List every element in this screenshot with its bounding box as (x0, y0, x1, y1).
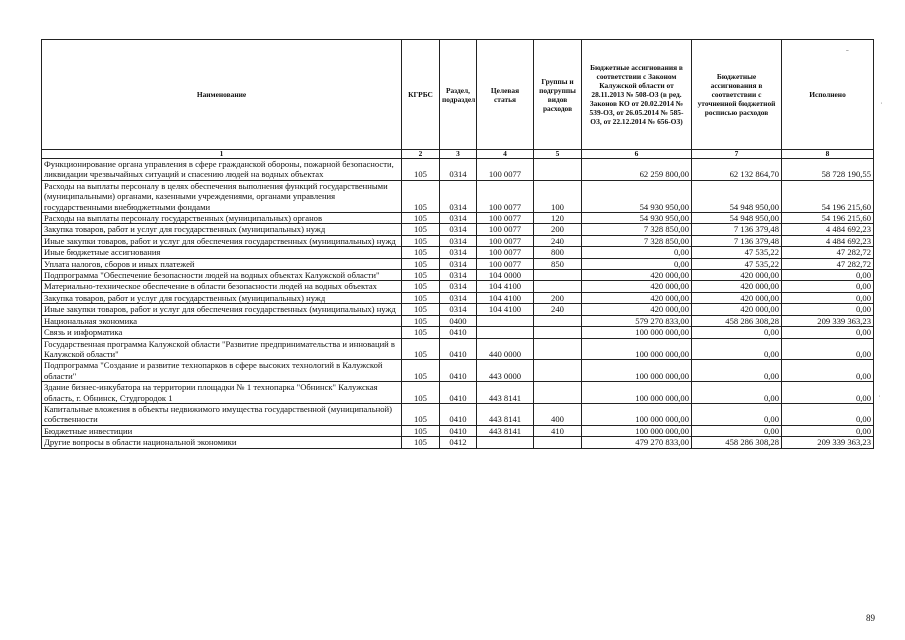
cell-name: Уплата налогов, сборов и иных платежей (42, 258, 402, 269)
cell-section: 0314 (440, 224, 477, 235)
column-number-row (42, 150, 874, 159)
header-group: Группы и подгруппы видов расходов (534, 40, 582, 150)
cell-executed: 0,00 (782, 403, 874, 425)
cell-group: 240 (534, 304, 582, 315)
header-budget: Бюджетные ассигнования в соответствии с Законом Калужской области от 28.11.2013 № 508-ОЗ (в ред. Законов КО от 20.02.2014 № 539-ОЗ, от 26.05.2014 № 585-ОЗ, от 22.12.2014 № 656-ОЗ) (582, 40, 692, 150)
table-row (42, 315, 874, 326)
cell-group: 850 (534, 258, 582, 269)
cell-budget: 579 270 833,00 (582, 315, 692, 326)
cell-refined: 62 132 864,70 (692, 159, 782, 181)
cell-target: 104 4100 (477, 292, 534, 303)
cell-group (534, 338, 582, 360)
scan-mark: ˙ (878, 394, 881, 403)
cell-name: Капитальные вложения в объекты недвижимого имущества государственной (муниципальной) собственности (42, 403, 402, 425)
table-row (42, 382, 874, 404)
cell-group: 800 (534, 247, 582, 258)
cell-budget: 420 000,00 (582, 292, 692, 303)
header-section: Раздел, подраздел (440, 40, 477, 150)
cell-refined: 0,00 (692, 360, 782, 382)
table-row (42, 437, 874, 448)
cell-executed: 0,00 (782, 292, 874, 303)
column-number: 2 (402, 150, 440, 159)
cell-name: Закупка товаров, работ и услуг для государственных (муниципальных) нужд (42, 224, 402, 235)
cell-executed: 0,00 (782, 382, 874, 404)
cell-executed: 0,00 (782, 338, 874, 360)
cell-target: 443 8141 (477, 382, 534, 404)
cell-executed: 0,00 (782, 360, 874, 382)
cell-budget: 7 328 850,00 (582, 224, 692, 235)
cell-budget: 479 270 833,00 (582, 437, 692, 448)
cell-kgrbs: 105 (402, 425, 440, 436)
cell-kgrbs: 105 (402, 224, 440, 235)
cell-executed: 209 339 363,23 (782, 315, 874, 326)
cell-target: 104 4100 (477, 281, 534, 292)
cell-section: 0410 (440, 360, 477, 382)
cell-kgrbs: 105 (402, 235, 440, 246)
cell-target (477, 315, 534, 326)
cell-budget: 54 930 950,00 (582, 213, 692, 224)
cell-name: Подпрограмма "Обеспечение безопасности людей на водных объектах Калужской области" (42, 270, 402, 281)
cell-section: 0314 (440, 159, 477, 181)
cell-group: 100 (534, 180, 582, 212)
cell-group (534, 281, 582, 292)
header-kgrbs: КГРБС (402, 40, 440, 150)
table-row (42, 403, 874, 425)
cell-group: 410 (534, 425, 582, 436)
cell-budget: 420 000,00 (582, 270, 692, 281)
header-row (42, 40, 874, 150)
table-row (42, 338, 874, 360)
cell-budget: 420 000,00 (582, 281, 692, 292)
cell-kgrbs: 105 (402, 213, 440, 224)
cell-budget: 100 000 000,00 (582, 425, 692, 436)
cell-target: 100 0077 (477, 224, 534, 235)
cell-kgrbs: 105 (402, 292, 440, 303)
cell-group (534, 382, 582, 404)
cell-target: 443 0000 (477, 360, 534, 382)
cell-name: Расходы на выплаты персоналу в целях обеспечения выполнения функций государственными (муниципальными) органами, казенными учреждениями, органами управления государственными внебюджетными фондами (42, 180, 402, 212)
cell-kgrbs: 105 (402, 304, 440, 315)
cell-section: 0314 (440, 213, 477, 224)
cell-target (477, 327, 534, 338)
cell-kgrbs: 105 (402, 403, 440, 425)
cell-kgrbs: 105 (402, 315, 440, 326)
header-refined: Бюджетные ассигнования в соответствии с уточненной бюджетной росписью расходов (692, 40, 782, 150)
cell-target: 100 0077 (477, 235, 534, 246)
cell-budget: 100 000 000,00 (582, 360, 692, 382)
cell-kgrbs: 105 (402, 382, 440, 404)
cell-refined: 458 286 308,28 (692, 315, 782, 326)
table-row (42, 180, 874, 212)
cell-section: 0314 (440, 258, 477, 269)
table-row (42, 425, 874, 436)
cell-refined: 54 948 950,00 (692, 180, 782, 212)
budget-table (41, 39, 874, 449)
cell-refined: 420 000,00 (692, 270, 782, 281)
cell-group (534, 327, 582, 338)
cell-kgrbs: 105 (402, 281, 440, 292)
cell-refined: 0,00 (692, 382, 782, 404)
cell-name: Иные закупки товаров, работ и услуг для обеспечения государственных (муниципальных) нужд (42, 235, 402, 246)
cell-name: Бюджетные инвестиции (42, 425, 402, 436)
cell-section: 0314 (440, 247, 477, 258)
cell-name: Здание бизнес-инкубатора на территории площадки № 1 технопарка "Обнинск" Калужская область, г. Обнинск, Студгородок 1 (42, 382, 402, 404)
cell-section: 0314 (440, 180, 477, 212)
cell-group: 400 (534, 403, 582, 425)
table-row (42, 327, 874, 338)
column-number: 5 (534, 150, 582, 159)
cell-executed: 54 196 215,60 (782, 213, 874, 224)
cell-section: 0410 (440, 425, 477, 436)
cell-budget: 420 000,00 (582, 304, 692, 315)
cell-name: Закупка товаров, работ и услуг для государственных (муниципальных) нужд (42, 292, 402, 303)
cell-target: 100 0077 (477, 247, 534, 258)
cell-section: 0314 (440, 270, 477, 281)
scan-mark: ˉ (846, 48, 849, 57)
cell-section: 0410 (440, 403, 477, 425)
cell-refined: 0,00 (692, 327, 782, 338)
table-row (42, 213, 874, 224)
cell-executed: 47 282,72 (782, 258, 874, 269)
cell-name: Материально-техническое обеспечение в области безопасности людей на водных объектах (42, 281, 402, 292)
cell-target: 100 0077 (477, 159, 534, 181)
cell-name: Государственная программа Калужской области "Развитие предпринимательства и инноваций в Калужской области" (42, 338, 402, 360)
cell-executed: 0,00 (782, 304, 874, 315)
cell-executed: 209 339 363,23 (782, 437, 874, 448)
cell-name: Функционирование органа управления в сфере гражданской обороны, пожарной безопасности, ликвидации чрезвычайных ситуаций и спасению людей на водных объектах (42, 159, 402, 181)
cell-group: 240 (534, 235, 582, 246)
cell-name: Национальная экономика (42, 315, 402, 326)
header-name: Наименование (42, 40, 402, 150)
table-body (42, 159, 874, 449)
table-row (42, 258, 874, 269)
cell-section: 0314 (440, 235, 477, 246)
cell-refined: 0,00 (692, 403, 782, 425)
table-row (42, 304, 874, 315)
table-row (42, 247, 874, 258)
cell-name: Расходы на выплаты персоналу государственных (муниципальных) органов (42, 213, 402, 224)
cell-group: 200 (534, 292, 582, 303)
page-number: 89 (866, 613, 875, 623)
cell-executed: 4 484 692,23 (782, 235, 874, 246)
cell-executed: 4 484 692,23 (782, 224, 874, 235)
cell-section: 0410 (440, 338, 477, 360)
cell-target: 104 0000 (477, 270, 534, 281)
cell-group (534, 437, 582, 448)
table-row (42, 360, 874, 382)
cell-target (477, 437, 534, 448)
cell-executed: 54 196 215,60 (782, 180, 874, 212)
cell-section: 0314 (440, 304, 477, 315)
cell-refined: 54 948 950,00 (692, 213, 782, 224)
header-target: Целевая статья (477, 40, 534, 150)
cell-group (534, 315, 582, 326)
budget-table-container (41, 39, 873, 449)
cell-executed: 0,00 (782, 425, 874, 436)
cell-executed: 0,00 (782, 270, 874, 281)
cell-kgrbs: 105 (402, 247, 440, 258)
cell-executed: 47 282,72 (782, 247, 874, 258)
cell-group: 120 (534, 213, 582, 224)
cell-group: 200 (534, 224, 582, 235)
cell-budget: 100 000 000,00 (582, 382, 692, 404)
cell-name: Иные бюджетные ассигнования (42, 247, 402, 258)
cell-target: 443 8141 (477, 425, 534, 436)
cell-target: 440 0000 (477, 338, 534, 360)
column-number: 4 (477, 150, 534, 159)
cell-name: Другие вопросы в области национальной экономики (42, 437, 402, 448)
cell-name: Подпрограмма "Создание и развитие технопарков в сфере высоких технологий в Калужской области" (42, 360, 402, 382)
cell-refined: 7 136 379,48 (692, 224, 782, 235)
cell-refined: 458 286 308,28 (692, 437, 782, 448)
cell-kgrbs: 105 (402, 327, 440, 338)
column-number: 8 (782, 150, 874, 159)
column-number: 6 (582, 150, 692, 159)
cell-kgrbs: 105 (402, 270, 440, 281)
cell-section: 0410 (440, 327, 477, 338)
cell-kgrbs: 105 (402, 258, 440, 269)
cell-budget: 7 328 850,00 (582, 235, 692, 246)
cell-executed: 0,00 (782, 281, 874, 292)
cell-kgrbs: 105 (402, 180, 440, 212)
cell-budget: 54 930 950,00 (582, 180, 692, 212)
cell-section: 0410 (440, 382, 477, 404)
cell-section: 0400 (440, 315, 477, 326)
cell-budget: 100 000 000,00 (582, 327, 692, 338)
table-row (42, 292, 874, 303)
cell-name: Иные закупки товаров, работ и услуг для обеспечения государственных (муниципальных) нужд (42, 304, 402, 315)
cell-executed: 0,00 (782, 327, 874, 338)
cell-kgrbs: 105 (402, 159, 440, 181)
table-row (42, 281, 874, 292)
cell-group (534, 159, 582, 181)
cell-group (534, 360, 582, 382)
cell-executed: 58 728 190,55 (782, 159, 874, 181)
cell-section: 0314 (440, 292, 477, 303)
cell-refined: 420 000,00 (692, 304, 782, 315)
cell-refined: 420 000,00 (692, 281, 782, 292)
cell-kgrbs: 105 (402, 360, 440, 382)
table-row (42, 224, 874, 235)
cell-group (534, 270, 582, 281)
cell-refined: 7 136 379,48 (692, 235, 782, 246)
table-row (42, 235, 874, 246)
table-row (42, 270, 874, 281)
cell-budget: 100 000 000,00 (582, 338, 692, 360)
header-executed: Исполнено (782, 40, 874, 150)
cell-target: 100 0077 (477, 180, 534, 212)
cell-budget: 0,00 (582, 258, 692, 269)
cell-refined: 47 535,22 (692, 258, 782, 269)
cell-budget: 100 000 000,00 (582, 403, 692, 425)
cell-kgrbs: 105 (402, 338, 440, 360)
cell-refined: 47 535,22 (692, 247, 782, 258)
cell-target: 100 0077 (477, 258, 534, 269)
cell-refined: 0,00 (692, 338, 782, 360)
column-number: 1 (42, 150, 402, 159)
cell-kgrbs: 105 (402, 437, 440, 448)
cell-section: 0314 (440, 281, 477, 292)
table-row (42, 159, 874, 181)
column-number: 3 (440, 150, 477, 159)
cell-name: Связь и информатика (42, 327, 402, 338)
scan-mark: ˙ (880, 101, 883, 110)
column-number: 7 (692, 150, 782, 159)
cell-refined: 420 000,00 (692, 292, 782, 303)
cell-budget: 0,00 (582, 247, 692, 258)
cell-section: 0412 (440, 437, 477, 448)
cell-target: 104 4100 (477, 304, 534, 315)
cell-budget: 62 259 800,00 (582, 159, 692, 181)
cell-target: 443 8141 (477, 403, 534, 425)
cell-refined: 0,00 (692, 425, 782, 436)
cell-target: 100 0077 (477, 213, 534, 224)
